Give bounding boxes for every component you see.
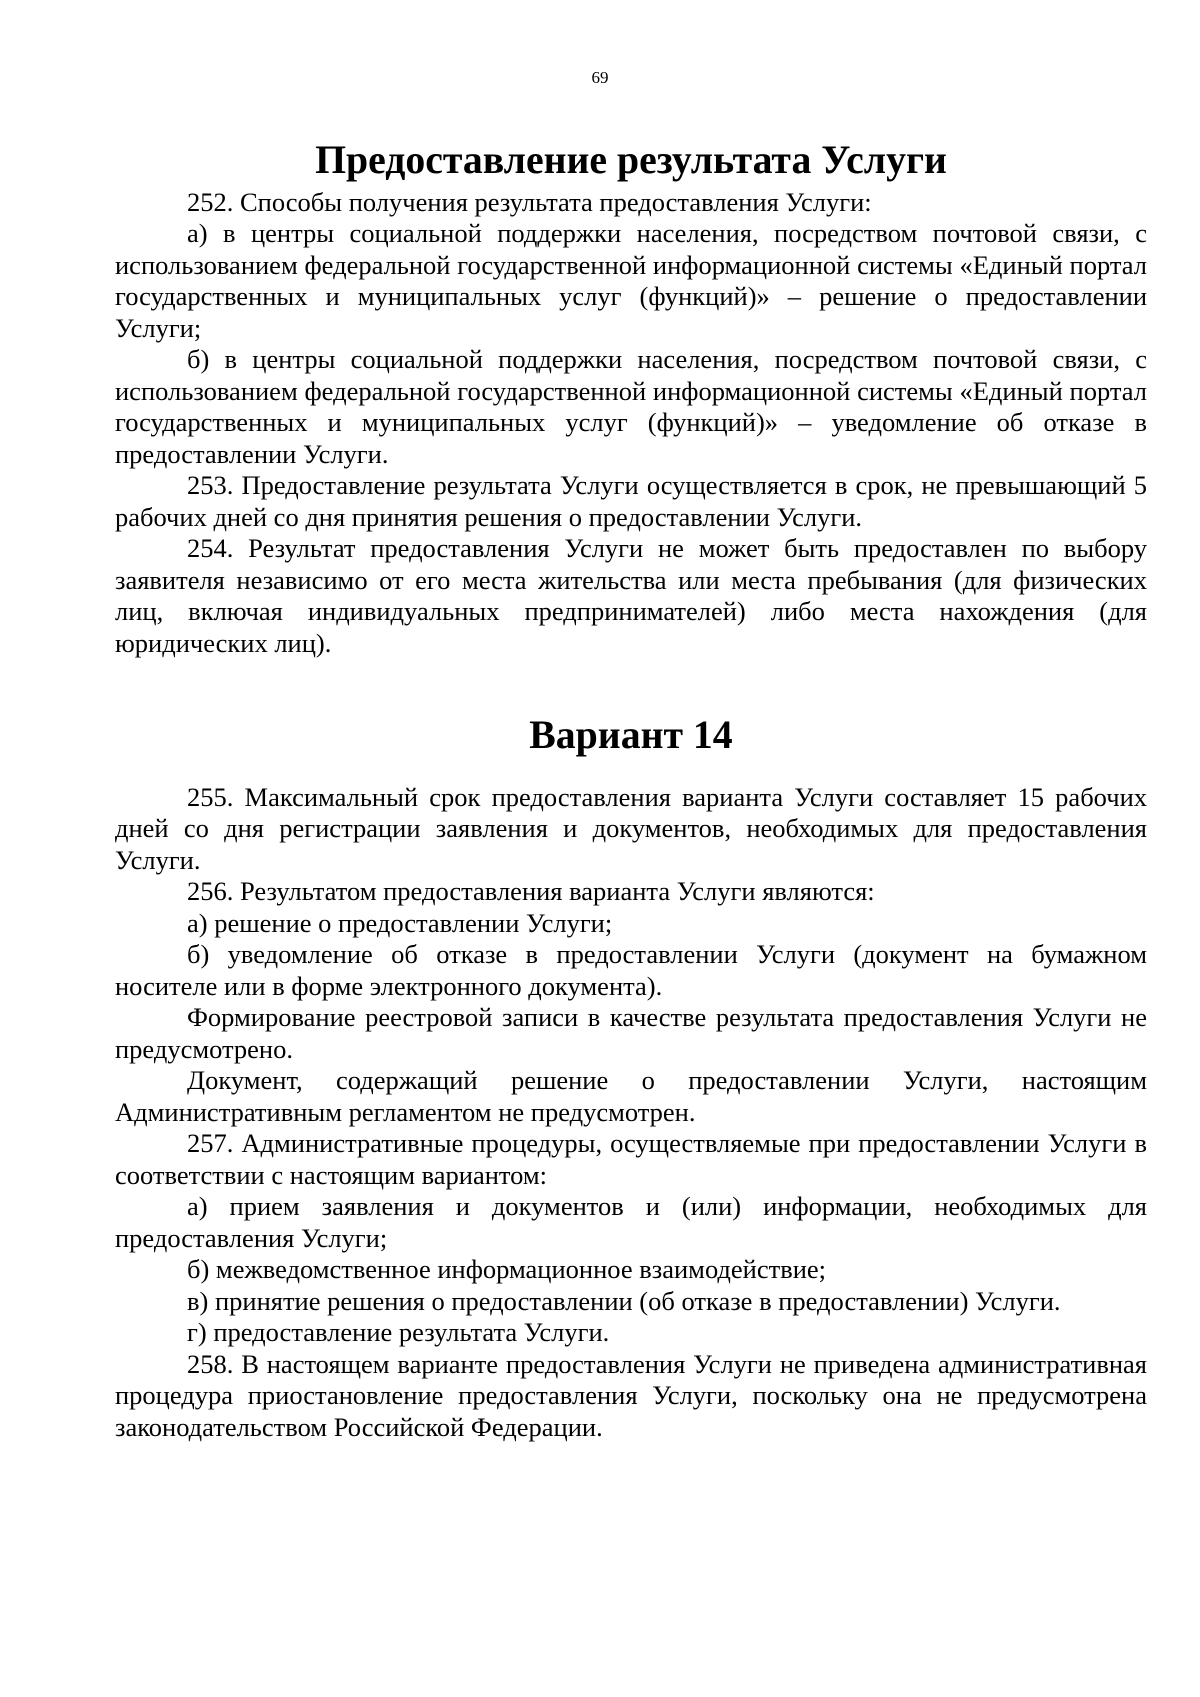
paragraph-257-g: г) предоставление результата Услуги. — [187, 1317, 610, 1347]
paragraph-253: 253. Предоставление результата Услуги осуществляется в срок, не превышающий 5 рабочих дней со дня принятия решения о предоставлении Услуги. — [115, 470, 1147, 532]
paragraph-258: 258. В настоящем варианте предоставления Услуги не приведена административная процедура приостановление предоставления Услуги, поскольку она не предусмотрена законодательством Российской Федерации. — [115, 1348, 1147, 1442]
paragraph-257-b: б) межведомственное информационное взаимодействие; — [187, 1254, 827, 1284]
paragraph-252-a: а) в центры социальной поддержки населения, посредством почтовой связи, с использованием федеральной государственной информационной системы «Единый портал государственных и муниципальных услуг (функций)» – решение о предоставлении Услуги; — [115, 218, 1147, 343]
paragraph-256: 256. Результатом предоставления варианта Услуги являются: — [187, 876, 875, 906]
section-variant-14 — [115, 713, 1147, 1443]
paragraph-registry-note: Формирование реестровой записи в качестве результата предоставления Услуги не предусмотрено. — [115, 1002, 1147, 1064]
page-number: 69 — [591, 68, 609, 87]
paragraph-252-b: б) в центры социальной поддержки населения, посредством почтовой связи, с использованием федеральной государственной информационной системы «Единый портал государственных и муниципальных услуг (функций)» – уведомление об отказе в предоставлении Услуги. — [115, 344, 1147, 469]
section-result-delivery — [115, 138, 1147, 659]
paragraph-255: 255. Максимальный срок предоставления варианта Услуги составляет 15 рабочих дней со дня регистрации заявления и документов, необходимых для предоставления Услуги. — [115, 781, 1147, 875]
paragraph-document-note: Документ, содержащий решение о предоставлении Услуги, настоящим Административным регламентом не предусмотрен. — [115, 1065, 1147, 1127]
paragraph-257: 257. Административные процедуры, осуществляемые при предоставлении Услуги в соответствии с настоящим вариантом: — [115, 1128, 1147, 1190]
paragraph-257-a: а) прием заявления и документов и (или) информации, необходимых для предоставления Услуги; — [115, 1191, 1147, 1253]
paragraph-252: 252. Способы получения результата предоставления Услуги: — [187, 186, 872, 217]
paragraph-256-a: а) решение о предоставлении Услуги; — [187, 907, 613, 938]
section-title: Вариант 14 — [529, 713, 733, 757]
paragraph-256-b: б) уведомление об отказе в предоставлении Услуги (документ на бумажном носителе или в форме электронного документа). — [115, 939, 1147, 1001]
section-title: Предоставление результата Услуги — [315, 138, 947, 182]
paragraph-257-v: в) принятие решения о предоставлении (об отказе в предоставлении) Услуги. — [187, 1285, 1061, 1316]
paragraph-254: 254. Результат предоставления Услуги не может быть предоставлен по выбору заявителя независимо от его места жительства или места пребывания (для физических лиц, включая индивидуальных предпринимателей) либо места нахождения (для юридических лиц). — [115, 533, 1147, 658]
